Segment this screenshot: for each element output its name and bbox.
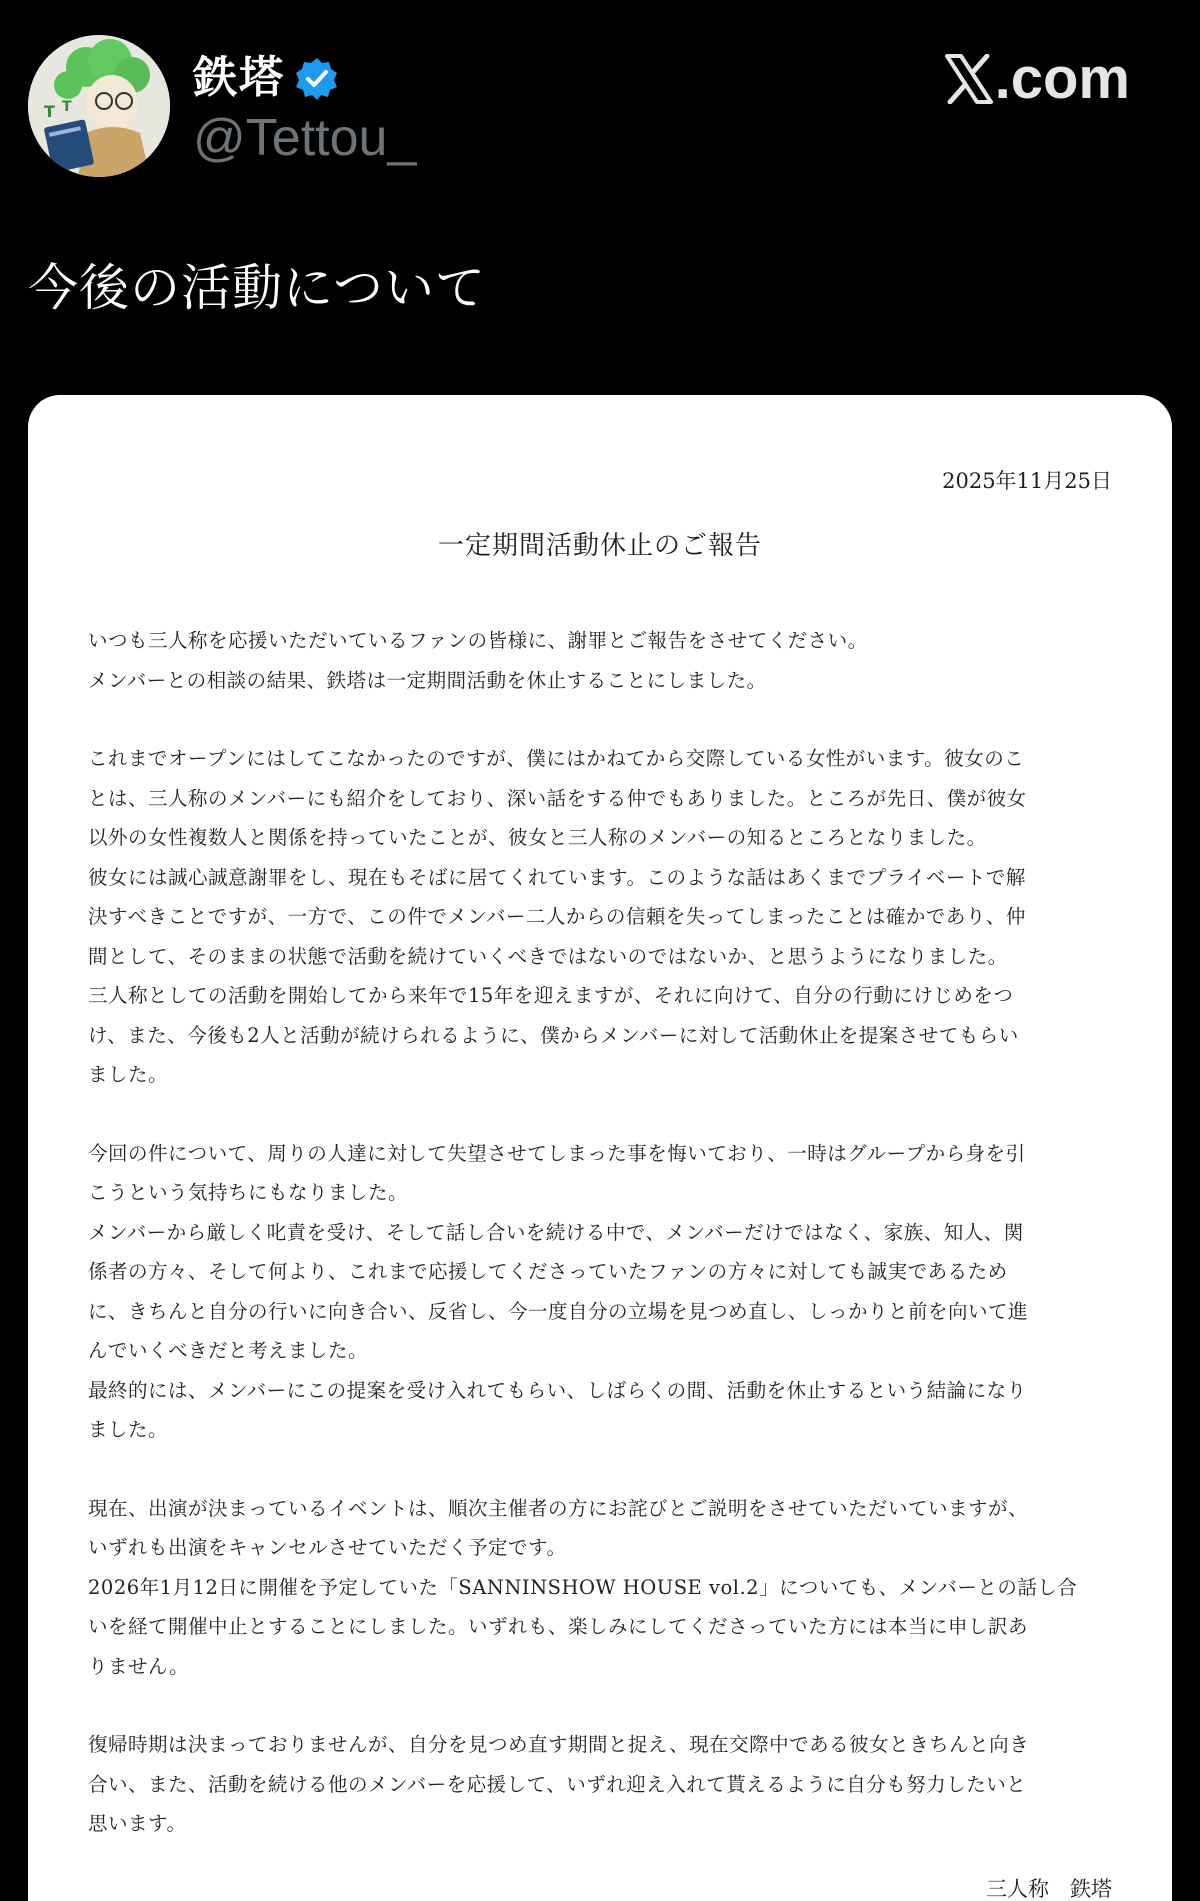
name-row	[193, 48, 339, 108]
document-line: 係者の方々、そして何より、これまで応援してくださっていたファンの方々に対しても誠実であるため	[88, 1260, 1008, 1283]
post-title: 今後の活動について	[28, 259, 486, 317]
document-paragraph	[88, 1134, 1116, 1450]
document-line: 最終的には、メンバーにこの提案を受け入れてもらい、しばらくの間、活動を休止するという結論になり	[88, 1378, 1027, 1402]
document-paragraph	[88, 739, 1116, 1095]
document-line: 思います。	[88, 1812, 187, 1835]
document-paragraph	[88, 621, 1116, 700]
avatar-illustration-icon	[28, 35, 170, 177]
document-line: こうという気持ちにもなりました。	[88, 1181, 409, 1204]
document-body	[88, 621, 1116, 1844]
document-line: とは、三人称のメンバーにも紹介をしており、深い話をする仲でもありました。ところが先日、僕が彼女	[88, 786, 1027, 810]
document-line: 以外の女性複数人と関係を持っていたことが、彼女と三人称のメンバーの知るところとなりました。	[88, 826, 987, 849]
document-line: いずれも出演をキャンセルさせていただく予定です。	[88, 1536, 567, 1559]
document-line: んでいくべきだと考えました。	[88, 1339, 369, 1362]
x-logo-icon	[945, 54, 993, 104]
document-line: 三人称としての活動を開始してから来年で15年を迎えますが、それに向けて、自分の行動にけじめをつ	[88, 984, 1014, 1007]
document-line: これまでオープンにはしてこなかったのですが、僕にはかねてから交際している女性がいます。彼女のこ	[88, 747, 1025, 770]
avatar[interactable]	[28, 35, 170, 177]
document-heading: 一定期間活動休止のご報告	[437, 531, 762, 561]
document-line: け、また、今後も2人と活動が続けられるように、僕からメンバーに対して活動休止を提案させてもらい	[88, 1023, 1019, 1047]
document-line: いつも三人称を応援いただいているファンの皆様に、謝罪とご報告をさせてください。	[88, 629, 868, 652]
post-header	[0, 0, 1200, 210]
document-line: いを経て開催中止とすることにしました。いずれも、楽しみにしてくださっていた方には本当に申し訳あ	[88, 1615, 1029, 1638]
brand-domain-text: .com	[994, 46, 1130, 111]
document-line: 復帰時期は決まっておりませんが、自分を見つめ直す期間と捉え、現在交際中である彼女ときちんと向き	[88, 1733, 1030, 1756]
document-date: 2025年11月25日	[942, 469, 1112, 493]
document-line: 2026年1月12日に開催を予定していた「SANNINSHOW HOUSE vol.2」についても、メンバーとの話し合	[88, 1575, 1078, 1599]
document-signature: 三人称 鉄塔	[986, 1877, 1112, 1901]
document-line: 今回の件について、周りの人達に対して失望させてしまった事を悔いており、一時はグループから身を引	[88, 1141, 1026, 1165]
document-paragraph	[88, 1725, 1116, 1844]
document-line: に、きちんと自分の行いに向き合い、反省し、今一度自分の立場を見つめ直し、しっかりと前を向いて進	[88, 1299, 1029, 1323]
statement-image-card[interactable]	[28, 395, 1172, 1901]
document-line: メンバーから厳しく叱責を受け、そして話し合いを続ける中で、メンバーだけではなく、家族、知人、関	[88, 1220, 1024, 1244]
document-line: 間として、そのままの状態で活動を続けていくべきではないのではないか、と思うようになりました。	[88, 944, 1008, 968]
document-paragraph	[88, 1489, 1116, 1687]
display-name[interactable]: 鉄塔	[193, 52, 285, 103]
document-line: 決すべきことですが、一方で、この件でメンバー二人からの信頼を失ってしまったことは確かであり、仲	[88, 905, 1026, 928]
verified-badge-icon	[295, 56, 339, 100]
brand-logo	[945, 44, 1130, 114]
document-line: りません。	[88, 1654, 190, 1678]
document-line: メンバーとの相談の結果、鉄塔は一定期間活動を休止することにしました。	[88, 668, 767, 692]
document-line: ました。	[88, 1063, 169, 1086]
svg-text:T: T	[62, 99, 72, 115]
user-handle[interactable]: @Tettou_	[193, 109, 417, 167]
document-line: ました。	[88, 1418, 169, 1441]
svg-text:T: T	[44, 102, 55, 121]
document-line: 合い、また、活動を続ける他のメンバーを応援して、いずれ迎え入れて貰えるように自分も努力したいと	[88, 1772, 1027, 1796]
document-line: 現在、出演が決まっているイベントは、順次主催者の方にお詫びとご説明をさせていただいていますが、	[88, 1496, 1029, 1520]
document-line: 彼女には誠心誠意謝罪をし、現在もそばに居てくれています。このような話はあくまでプライベートで解	[88, 865, 1026, 889]
